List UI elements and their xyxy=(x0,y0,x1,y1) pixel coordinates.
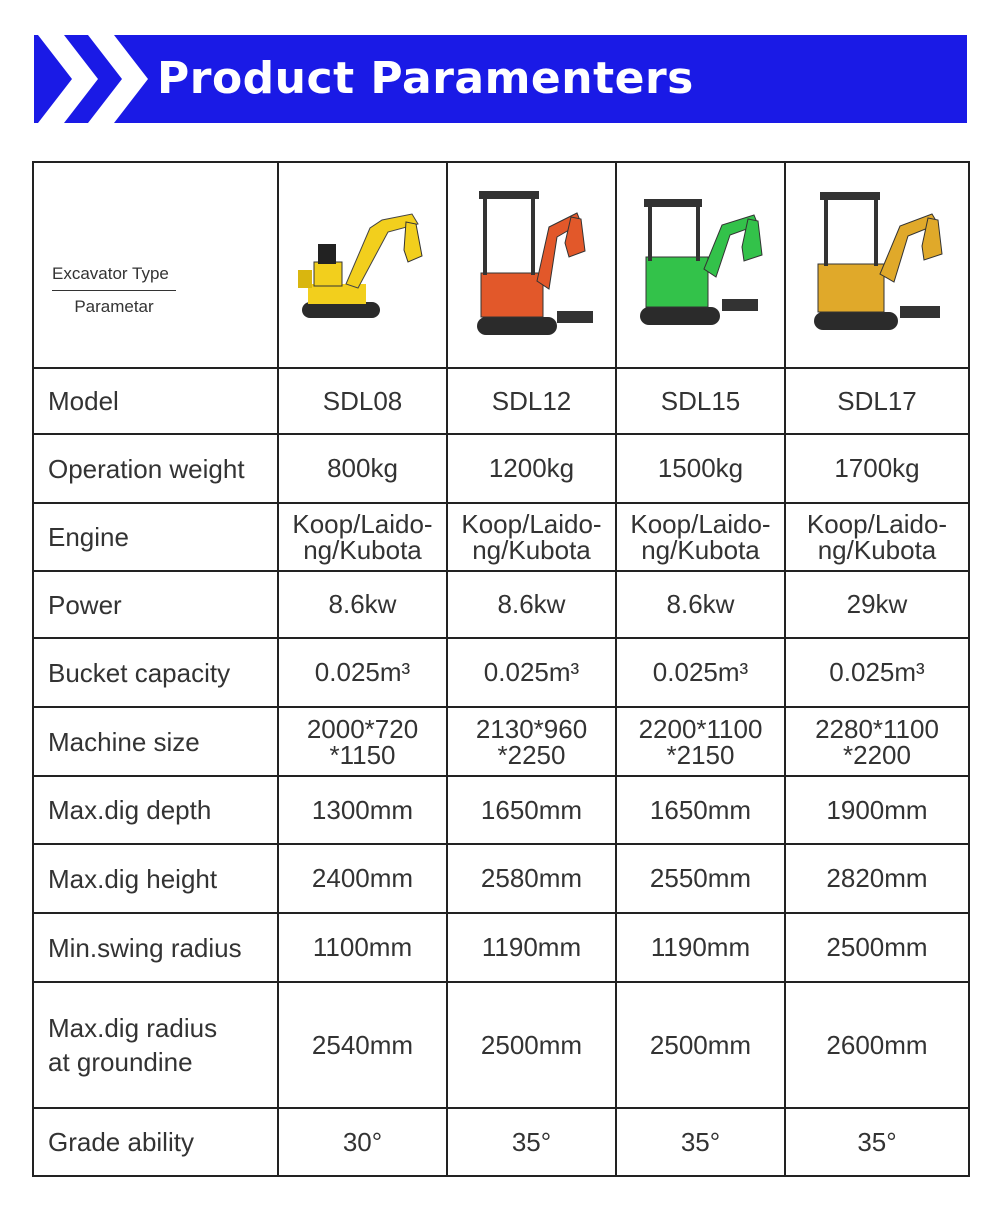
spec-value-line: 1200kg xyxy=(488,453,575,483)
spec-row xyxy=(33,913,969,982)
spec-value xyxy=(278,571,447,638)
row-label-line: at groundine xyxy=(48,1047,193,1077)
row-label-line: Max.dig depth xyxy=(48,795,212,825)
spec-value-line: Koop/Laido- xyxy=(292,509,433,539)
double-chevron-icon xyxy=(34,35,154,123)
spec-value-line: 1900mm xyxy=(826,794,928,825)
spec-value xyxy=(616,844,785,913)
spec-value xyxy=(616,707,785,776)
spec-value-line: 2280*1100 xyxy=(815,713,939,744)
row-label-line: Max.dig radius xyxy=(48,1013,218,1043)
spec-value-line: 30° xyxy=(342,1126,383,1157)
spec-row xyxy=(33,982,969,1108)
spec-value-line: 2400mm xyxy=(311,863,414,893)
spec-value xyxy=(447,776,616,844)
spec-value-line: ng/Kubota xyxy=(641,535,760,565)
spec-value-line: ng/Kubota xyxy=(817,535,937,565)
spec-value-line: 0.025m³ xyxy=(483,657,580,687)
spec-row xyxy=(33,434,969,503)
spec-value xyxy=(447,844,616,913)
spec-value-line: Koop/Laido- xyxy=(806,509,948,539)
spec-value xyxy=(785,368,969,434)
spec-value-line: 1100mm xyxy=(312,932,413,962)
row-label-line: Engine xyxy=(48,522,129,552)
corner-label-param: Parametar xyxy=(74,297,154,316)
spec-value-line: 1190mm xyxy=(481,932,582,962)
spec-value-line: 800kg xyxy=(327,453,398,483)
product-image-cell xyxy=(785,162,969,368)
spec-value-line: 2540mm xyxy=(311,1029,414,1060)
spec-value-line: *1150 xyxy=(329,739,396,770)
orange-excavator-image xyxy=(457,185,607,345)
spec-value-line: 35° xyxy=(680,1126,721,1157)
row-label xyxy=(33,503,278,571)
spec-value-line: 8.6kw xyxy=(497,589,566,619)
spec-value xyxy=(616,503,785,571)
row-label-line: Machine size xyxy=(48,726,200,757)
spec-value-line: 0.025m³ xyxy=(829,657,925,687)
spec-value xyxy=(447,368,616,434)
spec-value xyxy=(785,1108,969,1176)
spec-value xyxy=(785,638,969,707)
spec-value-line: Koop/Laido- xyxy=(630,509,771,539)
spec-table xyxy=(32,161,970,1177)
spec-value xyxy=(278,844,447,913)
spec-row xyxy=(33,844,969,913)
gold-excavator-image xyxy=(802,190,952,340)
row-label-line: Operation weight xyxy=(48,453,245,484)
spec-value xyxy=(616,434,785,503)
spec-value-line: 35° xyxy=(857,1126,897,1157)
row-label xyxy=(33,913,278,982)
spec-value-line: 2200*1100 xyxy=(638,713,763,744)
spec-value-line: 1300mm xyxy=(311,794,414,825)
spec-value xyxy=(785,844,969,913)
spec-row xyxy=(33,1108,969,1176)
spec-value-line: SDL08 xyxy=(322,385,403,416)
row-label xyxy=(33,368,278,434)
header-banner xyxy=(34,35,967,123)
spec-value xyxy=(278,913,447,982)
yellow-excavator-image xyxy=(288,200,438,330)
spec-value-line: 2600mm xyxy=(826,1029,928,1060)
spec-value-line: 2580mm xyxy=(480,863,583,893)
spec-value xyxy=(447,707,616,776)
spec-value-line: 0.025m³ xyxy=(652,657,749,687)
row-label xyxy=(33,982,278,1108)
spec-value xyxy=(447,571,616,638)
spec-value-line: 8.6kw xyxy=(666,589,735,619)
spec-value xyxy=(785,503,969,571)
spec-value xyxy=(616,776,785,844)
row-label xyxy=(33,707,278,776)
page-title: Product Paramenters xyxy=(157,53,694,104)
spec-value xyxy=(278,434,447,503)
spec-value xyxy=(447,982,616,1108)
spec-value xyxy=(447,638,616,707)
green-excavator-image xyxy=(626,195,776,335)
spec-value xyxy=(616,368,785,434)
spec-value-line: 1700kg xyxy=(834,453,920,483)
spec-value-line: 2500mm xyxy=(480,1029,583,1060)
spec-value-line: SDL17 xyxy=(837,385,917,416)
spec-value xyxy=(616,982,785,1108)
spec-row xyxy=(33,707,969,776)
spec-value-line: ng/Kubota xyxy=(303,535,422,565)
spec-value xyxy=(278,638,447,707)
spec-value-line: 1190mm xyxy=(650,932,751,962)
spec-value xyxy=(785,571,969,638)
spec-value xyxy=(278,776,447,844)
spec-value-line: Koop/Laido- xyxy=(461,509,602,539)
spec-value xyxy=(616,1108,785,1176)
spec-value-line: 2130*960 xyxy=(475,713,588,744)
corner-cell xyxy=(33,162,278,368)
spec-value-line: ng/Kubota xyxy=(472,535,591,565)
row-label-line: Min.swing radius xyxy=(48,932,242,963)
spec-value xyxy=(278,982,447,1108)
spec-value-line: *2250 xyxy=(497,739,566,770)
image-row xyxy=(33,162,969,368)
spec-value xyxy=(278,503,447,571)
spec-value xyxy=(785,707,969,776)
row-label-line: Grade ability xyxy=(48,1127,194,1157)
spec-value-line: SDL15 xyxy=(660,385,741,416)
spec-value-line: 2500mm xyxy=(649,1029,752,1060)
spec-value-line: 1500kg xyxy=(657,453,744,483)
spec-value xyxy=(447,434,616,503)
spec-value xyxy=(278,1108,447,1176)
spec-value-line: 8.6kw xyxy=(328,589,397,619)
spec-row xyxy=(33,368,969,434)
row-label-line: Bucket capacity xyxy=(48,657,231,688)
spec-value-line: *2150 xyxy=(666,739,735,770)
spec-value xyxy=(785,434,969,503)
spec-value-line: SDL12 xyxy=(491,385,572,416)
row-label xyxy=(33,844,278,913)
product-image-cell xyxy=(616,162,785,368)
row-label xyxy=(33,776,278,844)
row-label xyxy=(33,571,278,638)
row-label-line: Power xyxy=(48,589,122,620)
spec-value xyxy=(616,913,785,982)
spec-value-line: 1650mm xyxy=(649,794,752,825)
spec-value-line: 29kw xyxy=(846,589,908,619)
spec-value-line: 2000*720 xyxy=(306,713,419,744)
spec-value xyxy=(447,503,616,571)
spec-value xyxy=(447,913,616,982)
spec-value xyxy=(278,368,447,434)
spec-row xyxy=(33,638,969,707)
spec-value xyxy=(447,1108,616,1176)
spec-value xyxy=(785,982,969,1108)
spec-row xyxy=(33,571,969,638)
spec-value xyxy=(616,638,785,707)
row-label-line: Model xyxy=(48,386,119,416)
spec-value-line: 2500mm xyxy=(826,932,928,962)
product-image-cell xyxy=(447,162,616,368)
row-label xyxy=(33,1108,278,1176)
spec-value-line: 35° xyxy=(511,1126,552,1157)
row-label-line: Max.dig height xyxy=(48,863,218,894)
row-label xyxy=(33,434,278,503)
row-label xyxy=(33,638,278,707)
spec-value-line: *2200 xyxy=(843,739,911,770)
spec-value-line: 1650mm xyxy=(480,794,583,825)
spec-row xyxy=(33,776,969,844)
spec-value xyxy=(616,571,785,638)
product-image-cell xyxy=(278,162,447,368)
spec-value xyxy=(278,707,447,776)
spec-value-line: 2820mm xyxy=(826,863,928,893)
spec-value-line: 0.025m³ xyxy=(314,657,411,687)
spec-row xyxy=(33,503,969,571)
spec-value xyxy=(785,913,969,982)
spec-value-line: 2550mm xyxy=(649,863,752,893)
spec-value xyxy=(785,776,969,844)
corner-label-type: Excavator Type xyxy=(52,264,176,291)
